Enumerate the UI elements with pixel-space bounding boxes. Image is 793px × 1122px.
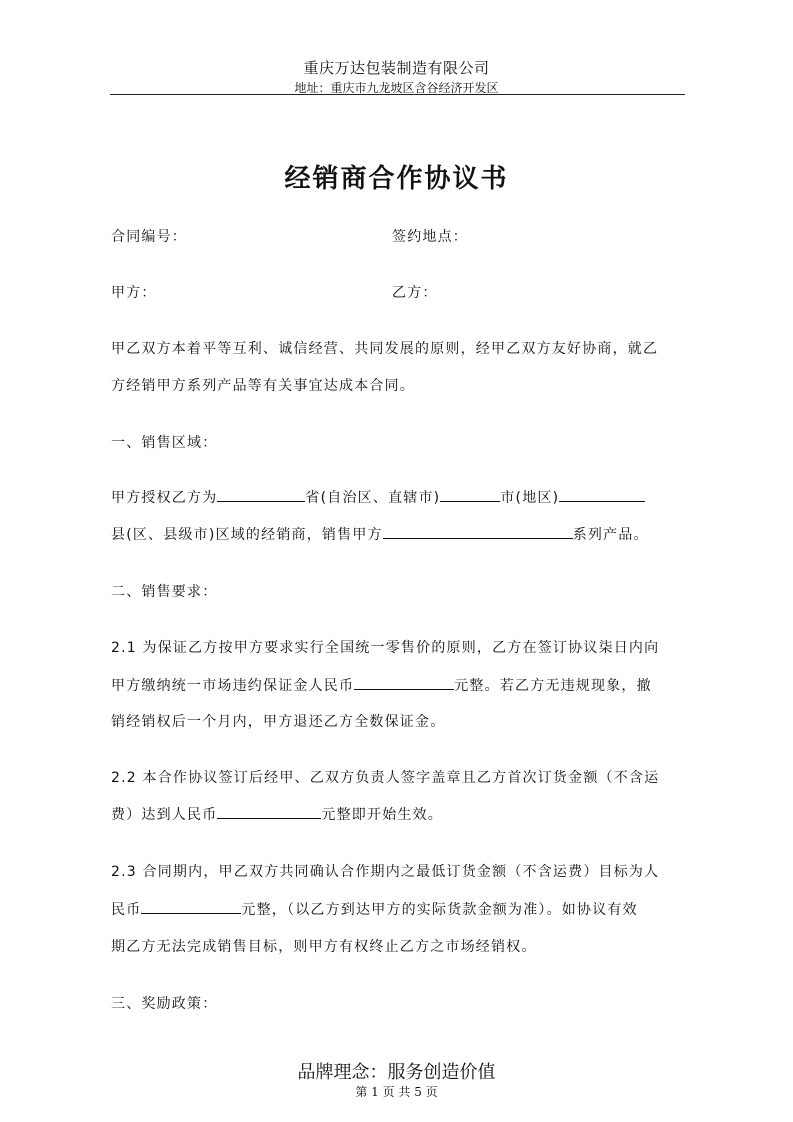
clause-2-2-line-1: 2.2 本合作协议签订后经甲、乙双方负责人签字盖章且乙方首次订货金额（不含运 [111, 770, 660, 786]
section-2-heading: 二、销售要求： [111, 584, 218, 600]
minimum-order-amount-blank[interactable] [141, 899, 241, 914]
clause-2-3-text-b: 元整，（以乙方到达甲方的实际货款金额为准）。如协议有效 [241, 902, 638, 918]
section-1-heading: 一、销售区域： [111, 435, 218, 451]
county-blank[interactable] [559, 487, 645, 502]
clause-2-1-text-b: 元整。若乙方无违规现象，撤 [454, 678, 652, 694]
clause-2-2-text-a: 费）达到人民币 [111, 807, 218, 823]
section-1-text-b: 省(自治区、直辖市) [305, 490, 441, 506]
section-3-heading: 三、奖励政策： [111, 996, 218, 1012]
intro-line-2: 方经销甲方系列产品等有关事宜达成本合同。 [111, 378, 415, 394]
clause-2-2-text-b: 元整即开始生效。 [321, 807, 444, 823]
section-1-text-e: 系列产品。 [572, 527, 649, 543]
sign-place-label: 签约地点： [392, 229, 468, 245]
first-order-amount-blank[interactable] [217, 804, 321, 819]
province-blank[interactable] [217, 487, 305, 502]
clause-2-1-text-a: 甲方缴纳统一市场违约保证金人民币 [111, 678, 355, 694]
city-blank[interactable] [440, 487, 500, 502]
intro-line-1: 甲乙双方本着平等互利、诚信经营、共同发展的原则，经甲乙双方友好协商，就乙 [111, 341, 659, 357]
section-1-line-1 [111, 487, 645, 507]
company-name: 重庆万达包装制造有限公司 [303, 59, 490, 77]
party-a-label: 甲方： [111, 285, 157, 301]
clause-2-1-line-3: 销经销权后一个月内，甲方退还乙方全数保证金。 [111, 714, 446, 730]
clause-2-1-line-1: 2.1 为保证乙方按甲方要求实行全国统一零售价的原则，乙方在签订协议柒日内向 [111, 640, 660, 656]
party-b-label: 乙方： [392, 285, 438, 301]
clause-2-3-line-1: 2.3 合同期内，甲乙双方共同确认合作期内之最低订货金额（不含运费）目标为人 [111, 864, 660, 880]
brand-slogan: 品牌理念：服务创造价值 [297, 1062, 496, 1083]
section-1-line-2 [111, 524, 649, 544]
contract-number-label: 合同编号： [111, 229, 187, 245]
section-1-text-c: 市(地区) [500, 490, 560, 506]
clause-2-3-line-3: 期乙方无法完成销售目标，则甲方有权终止乙方之市场经销权。 [111, 939, 537, 955]
clause-2-3-text-a: 民币 [111, 902, 142, 918]
clause-2-3-line-2 [111, 899, 638, 919]
header-divider [110, 94, 685, 95]
document-title: 经销商合作协议书 [284, 164, 509, 194]
deposit-amount-blank[interactable] [354, 675, 454, 690]
clause-2-1-line-2 [111, 675, 652, 695]
company-address: 地址：重庆市九龙坡区含谷经济开发区 [294, 81, 499, 95]
section-1-text-a: 甲方授权乙方为 [111, 490, 218, 506]
section-1-text-d: 县(区、县级市)区域的经销商，销售甲方 [111, 527, 383, 543]
page-number: 第 1 页 共 5 页 [355, 1085, 438, 1099]
clause-2-2-line-2 [111, 804, 443, 824]
product-series-blank[interactable] [383, 524, 573, 539]
